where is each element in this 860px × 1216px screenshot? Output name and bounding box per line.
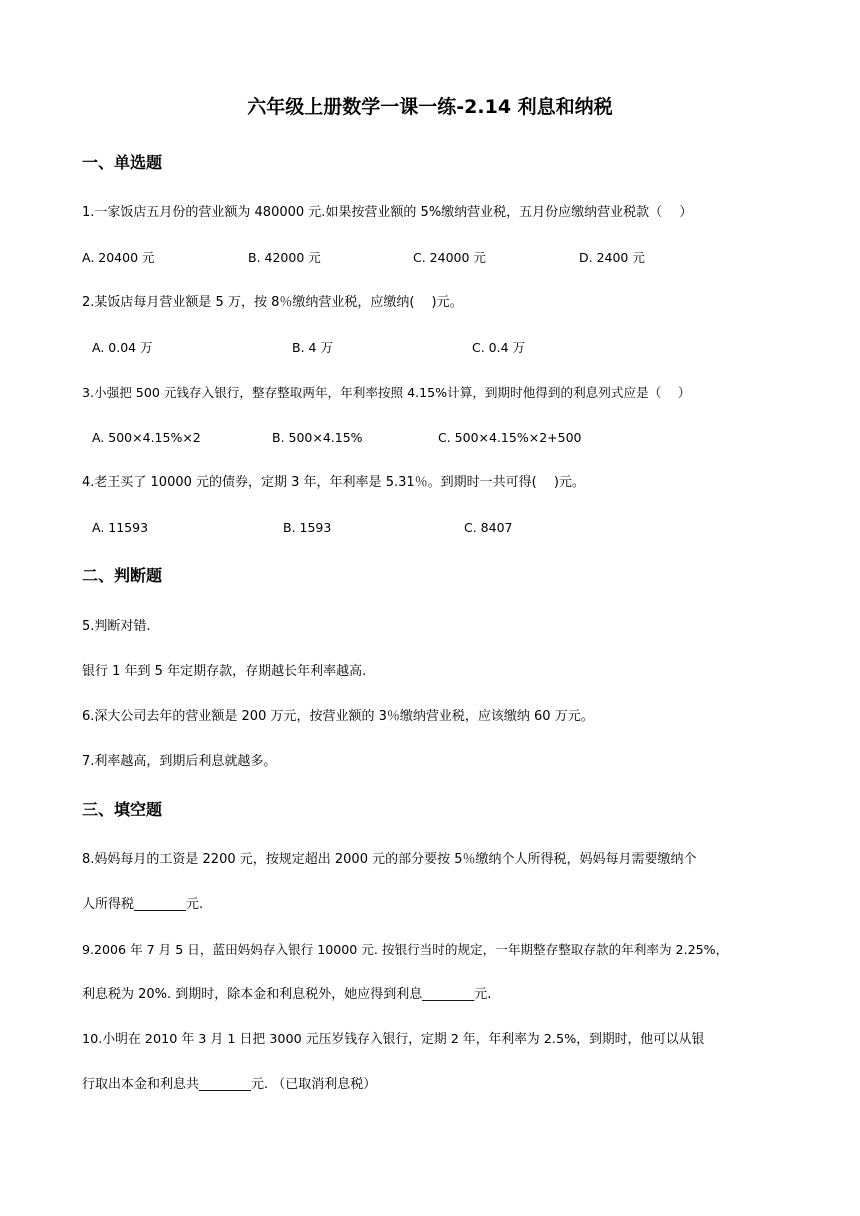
section-heading-single-choice: 一、单选题 bbox=[82, 153, 163, 172]
question-1-option-a: A. 20400 元 bbox=[82, 250, 155, 265]
question-4-text: 4.老王买了 10000 元的债券，定期 3 年，年利率是 5.31％。到期时一共可得( )元。 bbox=[82, 475, 585, 490]
question-6-text: 6.深大公司去年的营业额是 200 万元，按营业额的 3％缴纳营业税，应该缴纳 60 万元。 bbox=[82, 709, 594, 724]
section-heading-fill-blank: 三、填空题 bbox=[82, 800, 163, 819]
question-3-option-c: C. 500×4.15%×2+500 bbox=[438, 430, 582, 445]
question-8-line-2: 人所得税________元. bbox=[82, 897, 204, 912]
section-heading-true-false: 二、判断题 bbox=[82, 566, 163, 585]
question-9-line-1: 9.2006 年 7 月 5 日，蓝田妈妈存入银行 10000 元. 按银行当时的规定，一年期整存整取存款的年利率为 2.25%， bbox=[82, 942, 729, 957]
question-4-option-c: C. 8407 bbox=[464, 520, 513, 535]
question-1-option-d: D. 2400 元 bbox=[579, 250, 645, 265]
question-3-text: 3.小强把 500 元钱存入银行，整存整取两年，年利率按照 4.15%计算，到期时他得到的利息列式应是（ ） bbox=[82, 385, 691, 400]
question-5-text: 5.判断对错. bbox=[82, 619, 151, 634]
question-2-option-a: A. 0.04 万 bbox=[92, 340, 153, 355]
question-10-line-1: 10.小明在 2010 年 3 月 1 日把 3000 元压岁钱存入银行，定期 2 年，年利率为 2.5%，到期时，他可以从银 bbox=[82, 1032, 705, 1047]
question-2-text: 2.某饭店每月营业额是 5 万，按 8％缴纳营业税，应缴纳( )元。 bbox=[82, 295, 463, 310]
question-3-option-a: A. 500×4.15%×2 bbox=[92, 430, 201, 445]
page-title: 六年级上册数学一课一练-2.14 利息和纳税 bbox=[247, 96, 613, 118]
question-10-line-2: 行取出本金和利息共________元. （已取消利息税） bbox=[82, 1077, 377, 1092]
question-8-line-1: 8.妈妈每月的工资是 2200 元，按规定超出 2000 元的部分要按 5％缴纳个人所得税，妈妈每月需要缴纳个 bbox=[82, 852, 697, 867]
question-9-line-2: 利息税为 20%. 到期时，除本金和利息税外，她应得到利息________元. bbox=[82, 987, 492, 1002]
question-5-statement: 银行 1 年到 5 年定期存款，存期越长年利率越高. bbox=[82, 664, 367, 679]
question-4-option-a: A. 11593 bbox=[92, 520, 149, 535]
question-7-text: 7.利率越高，到期后利息就越多。 bbox=[82, 754, 277, 769]
question-2-option-b: B. 4 万 bbox=[292, 340, 333, 355]
question-1-option-b: B. 42000 元 bbox=[248, 250, 321, 265]
question-3-option-b: B. 500×4.15% bbox=[272, 430, 363, 445]
question-1-text: 1.一家饭店五月份的营业额为 480000 元.如果按营业额的 5%缴纳营业税，五月份应缴纳营业税款（ ） bbox=[82, 205, 693, 220]
question-1-option-c: C. 24000 元 bbox=[413, 250, 486, 265]
question-2-option-c: C. 0.4 万 bbox=[472, 340, 526, 355]
question-4-option-b: B. 1593 bbox=[283, 520, 332, 535]
